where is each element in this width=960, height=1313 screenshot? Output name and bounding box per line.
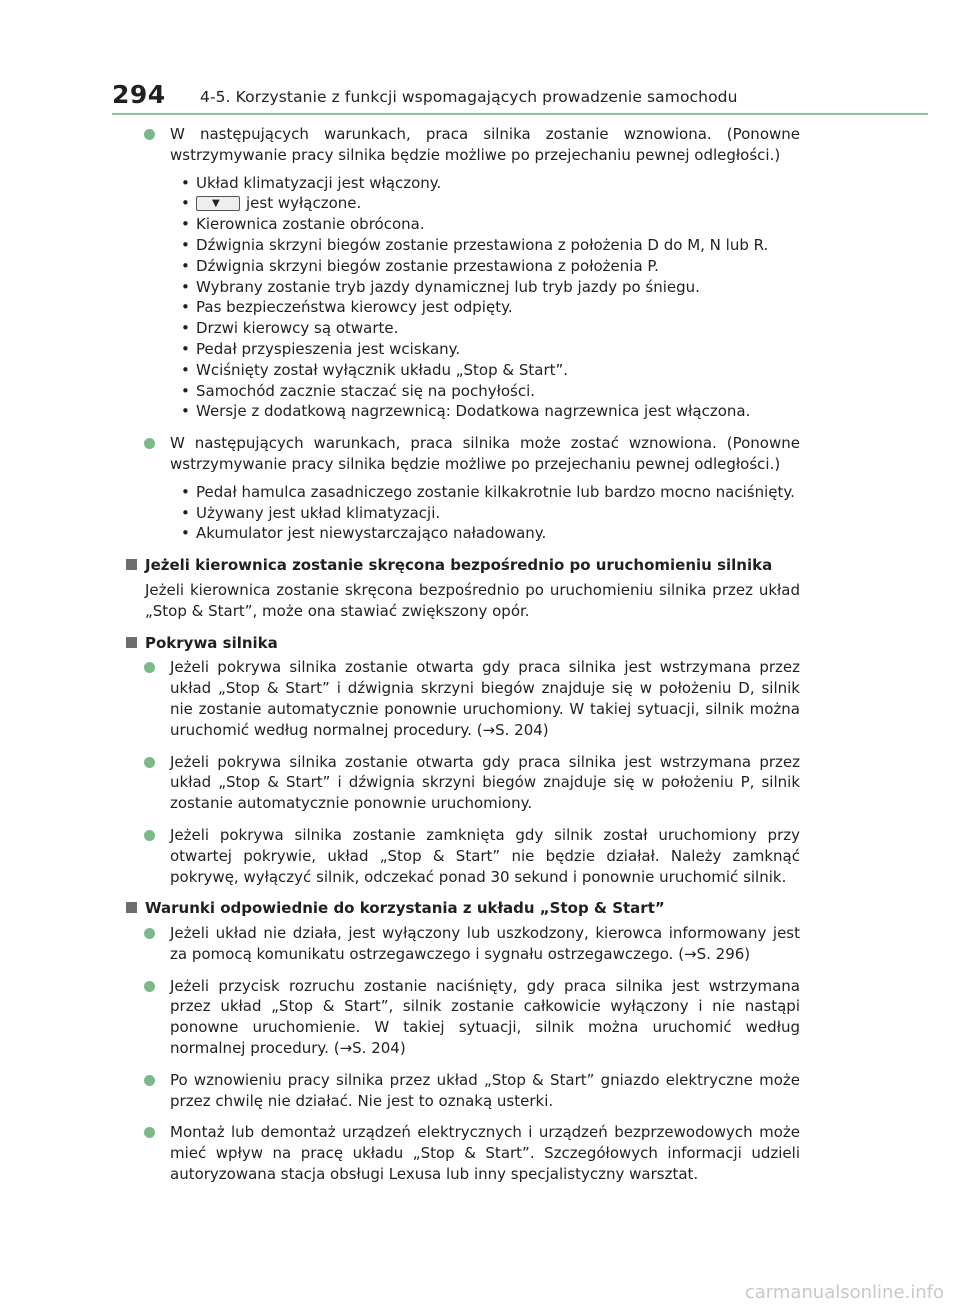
list-item: • Dźwignia skrzyni biegów zostanie przestawiona z położenia P. <box>180 256 800 277</box>
note-paragraph: Jeżeli pokrywa silnika zostanie otwarta gdy praca silnika jest wstrzymana przez układ „Stop & Start” i dźwignia skrzyni biegów znajduje się w położeniu D, silnik nie zostanie automatycznie ponownie uruchomiony. W takiej sytuacji, silnik można uruchomić według normalnej procedury. (→S. 204) <box>140 657 800 740</box>
section-heading: Pokrywa silnika <box>140 633 800 654</box>
note-paragraph: Po wznowieniu pracy silnika przez układ „Stop & Start” gniazdo elektryczne może przez chwilę nie działać. Nie jest to oznaką usterki. <box>140 1070 800 1112</box>
green-bullet-icon <box>144 438 155 449</box>
list-item: • Kierownica zostanie obrócona. <box>180 214 800 235</box>
square-marker-icon <box>126 637 137 648</box>
list-item: • Pedał przyspieszenia jest wciskany. <box>180 339 800 360</box>
note-paragraph: W następujących warunkach, praca silnika zostanie wznowiona. (Ponowne wstrzymywanie pracy silnika będzie możliwe po przejechaniu pewnej odległości.) <box>140 124 800 166</box>
watermark: carmanualsonline.info <box>744 1282 944 1303</box>
header-rule <box>112 113 928 115</box>
green-bullet-icon <box>144 662 155 673</box>
note-paragraph: Jeżeli przycisk rozruchu zostanie naciśnięty, gdy praca silnika jest wstrzymana przez układ „Stop & Start”, silnik zostanie całkowicie wyłączony i nie nastąpi ponowne uruchomienie. W takiej sytuacji, silnik można uruchomić według normalnej procedury. (→S. 204) <box>140 976 800 1059</box>
green-bullet-icon <box>144 928 155 939</box>
green-bullet-icon <box>144 981 155 992</box>
list-item: • Pas bezpieczeństwa kierowcy jest odpięty. <box>180 297 800 318</box>
condition-list <box>140 173 800 423</box>
green-bullet-icon <box>144 757 155 768</box>
list-item: • Akumulator jest niewystarczająco naładowany. <box>180 523 800 544</box>
section-heading: Jeżeli kierownica zostanie skręcona bezpośrednio po uruchomieniu silnika <box>140 555 800 576</box>
list-item: • Wciśnięty został wyłącznik układu „Stop & Start”. <box>180 360 800 381</box>
green-bullet-icon <box>144 1075 155 1086</box>
note-paragraph: W następujących warunkach, praca silnika może zostać wznowiona. (Ponowne wstrzymywanie pracy silnika będzie możliwe po przejechaniu pewnej odległości.) <box>140 433 800 475</box>
green-bullet-icon <box>144 830 155 841</box>
section-title: 4-5. Korzystanie z funkcji wspomagających prowadzenie samochodu <box>200 88 738 106</box>
note-paragraph: Montaż lub demontaż urządzeń elektrycznych i urządzeń bezprzewodowych może mieć wpływ na pracę układu „Stop & Start”. Szczegółowych informacji udzieli autoryzowana stacja obsługi Lexusa lub inny specjalistyczny warsztat. <box>140 1122 800 1184</box>
page-number: 294 <box>112 80 166 109</box>
list-item: • Wybrany zostanie tryb jazdy dynamicznej lub tryb jazdy po śniegu. <box>180 277 800 298</box>
list-item: • ▼ jest wyłączone. <box>180 193 800 214</box>
section-heading: Warunki odpowiednie do korzystania z układu „Stop & Start” <box>140 898 800 919</box>
list-item: • Używany jest układ klimatyzacji. <box>180 503 800 524</box>
list-item: • Pedał hamulca zasadniczego zostanie kilkakrotnie lub bardzo mocno naciśnięty. <box>180 482 800 503</box>
note-paragraph: Jeżeli pokrywa silnika zostanie zamknięta gdy silnik został uruchomiony przy otwartej pokrywie, układ „Stop & Start” nie będzie działał. Należy zamknąć pokrywę, wyłączyć silnik, odczekać ponad 30 sekund i ponownie uruchomić silnik. <box>140 825 800 887</box>
green-bullet-icon <box>144 1127 155 1138</box>
list-item: • Wersje z dodatkową nagrzewnicą: Dodatkowa nagrzewnica jest włączona. <box>180 401 800 422</box>
page-header <box>112 80 928 116</box>
switch-indicator-icon: • ▼ <box>196 196 240 211</box>
note-paragraph: Jeżeli układ nie działa, jest wyłączony lub uszkodzony, kierowca informowany jest za pomocą komunikatu ostrzegawczego i sygnału ostrzegawczego. (→S. 296) <box>140 923 800 965</box>
square-marker-icon <box>126 559 137 570</box>
list-item: • Układ klimatyzacji jest włączony. <box>180 173 800 194</box>
body-paragraph: Jeżeli kierownica zostanie skręcona bezpośrednio po uruchomieniu silnika przez układ „Stop & Start”, może ona stawiać zwiększony opór. <box>145 580 800 620</box>
list-item: • Samochód zacznie staczać się na pochyłości. <box>180 381 800 402</box>
list-item: • Dźwignia skrzyni biegów zostanie przestawiona z położenia D do M, N lub R. <box>180 235 800 256</box>
note-paragraph: Jeżeli pokrywa silnika zostanie otwarta gdy praca silnika jest wstrzymana przez układ „Stop & Start” i dźwignia skrzyni biegów znajduje się w położeniu P, silnik zostanie automatycznie ponownie uruchomiony. <box>140 752 800 814</box>
page-content <box>140 124 800 1196</box>
list-item: • Drzwi kierowcy są otwarte. <box>180 318 800 339</box>
green-bullet-icon <box>144 129 155 140</box>
square-marker-icon <box>126 902 137 913</box>
condition-list <box>140 482 800 544</box>
